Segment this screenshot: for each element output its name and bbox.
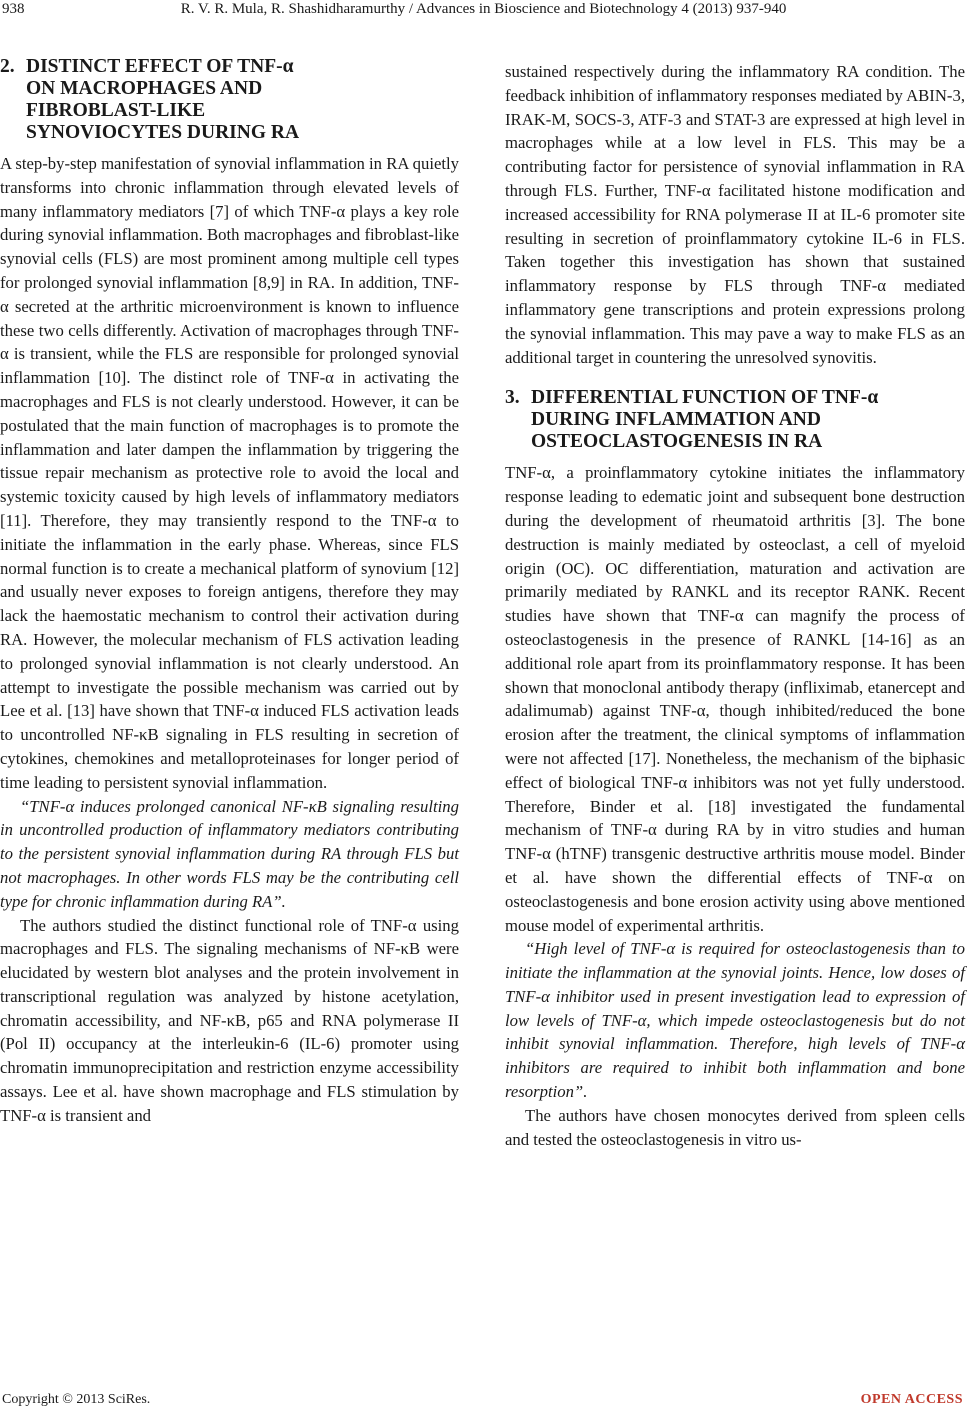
section-3-title-line-1: DIFFERENTIAL FUNCTION OF TNF-α [531, 387, 879, 409]
section-2-paragraph-1: A step-by-step manifestation of synovial inflammation in RA quietly transforms into chronic inflammation through elevated levels of many inflammatory mediators [7] of which TNF-α plays a key role during synovial inflammation. Both macrophages and fibroblast-like synovial cells (FLS) are most prominent among multiple cell types for prolonged synovial inflammation [8,9] in RA. In addition, TNF-α secreted at the arthritic microenvironment is known to influence these two cells differently. Activation of macrophages through TNF-α is transient, while the FLS are responsible for prolonged synovial inflammation [10]. The distinct role of TNF-α in activating the macrophages and FLS is not clearly understood. However, it can be postulated that the main function of macrophages is to promote the inflammation and later dampen the inflammation by triggering the tissue repair mechanism as protective role to avoid the local and systemic toxicity caused by high levels of inflammatory mediators [11]. Therefore, they may transiently respond to the TNF-α to initiate the inflammation in the early phase. Whereas, since FLS normal function is to create a mechanical platform of synovium [12] and usually never exposes to foreign antigens, therefore they may lack the haemostatic mechanism to control their activation during RA. However, the molecular mechanism of FLS activation leading to prolonged synovial inflammation is not clearly understood. An attempt to investigate the possible mechanism was carried out by Lee et al. [13] have shown that TNF-α induced FLS activation leads to uncontrolled NF-κB signaling in FLS resulting in secretion of cytokines, chemokines and metalloproteinases for longer period of time leading to persistent synovial inflammation. [0, 154, 459, 792]
copyright-notice: Copyright © 2013 SciRes. [2, 1392, 151, 1407]
section-3-quote: “High level of TNF-α is required for osteoclastogenesis than to initiate the inflammation at the synovial joints. Hence, low doses of TNF-α inhibitor used in present investigation lead to expression of low levels of TNF-α, which impede osteoclastogenesis but do not inhibit synovial inflammation. Therefore, high levels of TNF-α inhibitors are required to inhibit both inflammation and bone resorption”. [505, 939, 965, 1102]
section-2-title-line-3: FIBROBLAST-LIKE [26, 100, 206, 121]
section-3-paragraph-3: The authors have chosen monocytes derived from spleen cells and tested the osteoclastogenesis in vitro us- [505, 1105, 965, 1149]
page-header [0, 0, 967, 24]
section-2-paragraph-3: The authors studied the distinct functional role of TNF-α using macrophages and FLS. The signaling mechanisms of NF-κB were elucidated by western blot analyses and the protein involvement in transcriptional regulation was analyzed by histone acetylation, chromatin accessibility, and NF-κB, p65 and RNA polymerase II (Pol II) occupancy at the interleukin-6 (IL-6) promoter using chromatin immunoprecipitation and restriction enzyme accessibility assays. Lee et al. have shown macrophage and FLS stimulation by TNF-α is transient and [0, 915, 459, 1125]
left-column [0, 56, 459, 1128]
section-2-quote: “TNF-α induces prolonged canonical NF-κB signaling resulting in uncontrolled production of inflammatory mediators contributing to the persistent synovial inflammation during RA through FLS but not macrophages. In other words FLS may be the contributing cell type for chronic inflammation during RA”. [0, 796, 459, 911]
right-column [505, 60, 965, 1151]
section-2-number: 2. [0, 56, 15, 77]
section-3-paragraph-1: TNF-α, a proinflammatory cytokine initiates the inflammatory response leading to edematic joint and subsequent bone destruction during the development of rheumatoid arthritis [3]. The bone destruction is mainly mediated by osteoclast, a cell of myeloid origin (OC). OC differentiation, maturation and activation are primarily mediated by RANKL and its receptor RANK. Recent studies have shown that TNF-α can magnify the process of osteoclastogenesis in the presence of RANKL [14-16] as an additional role apart from its proinflammatory response. It has been shown that monoclonal antibody therapy (infliximab, etanercept and adalimumab) against TNF-α, though inhibited/reduced the bone erosion after the treatment, the clinical symptoms of inflammation were not affected [17]. Nonetheless, the mechanism of the biphasic effect of biological TNF-α inhibitors was not yet fully understood. Therefore, Binder et al. [18] investigated the fundamental mechanism of TNF-α during RA by in vitro studies and human TNF-α (hTNF) transgenic destructive arthritis mouse model. Binder et al. have shown the differential effects of TNF-α on osteoclastogenesis and bone erosion activity using above mentioned mouse model of experimental arthritis. [505, 463, 965, 935]
running-title: R. V. R. Mula, R. Shashidharamurthy / Advances in Bioscience and Biotechnology 4 (2013) 937-940 [180, 1, 787, 17]
open-access-label: OPEN ACCESS [860, 1392, 963, 1407]
section-3-title-line-2: DURING INFLAMMATION AND [531, 409, 821, 431]
section-3-heading [505, 387, 965, 453]
page-number: 938 [2, 1, 25, 17]
section-2-title-line-2: ON MACROPHAGES AND [26, 78, 263, 99]
section-2-heading [0, 56, 459, 144]
section-2-title-line-4: SYNOVIOCYTES DURING RA [26, 122, 300, 143]
section-2-paragraph-3-continued: sustained respectively during the inflammatory RA condition. The feedback inhibition of inflammatory responses mediated by ABIN-3, IRAK-M, SOCS-3, ATF-3 and STAT-3 are expressed at high level in macrophages while at a low level in FLS. This may be a contributing factor for persistence of synovial inflammation in RA through FLS. Further, TNF-α facilitated histone modification and increased accessibility for RNA polymerase II at IL-6 promoter site resulting in secretion of proinflammatory cytokine IL-6 in FLS. Taken together this investigation has shown that sustained inflammatory response by FLS through TNF-α mediated inflammatory gene transcriptions and protein expressions prolong the synovial inflammation. This may pave a way to make FLS as an additional target in countering the unresolved synovitis. [505, 62, 965, 367]
section-3-number: 3. [505, 387, 520, 409]
section-2-title-line-1: DISTINCT EFFECT OF TNF-α [26, 56, 294, 77]
section-3-title-line-3: OSTEOCLASTOGENESIS IN RA [531, 431, 823, 453]
